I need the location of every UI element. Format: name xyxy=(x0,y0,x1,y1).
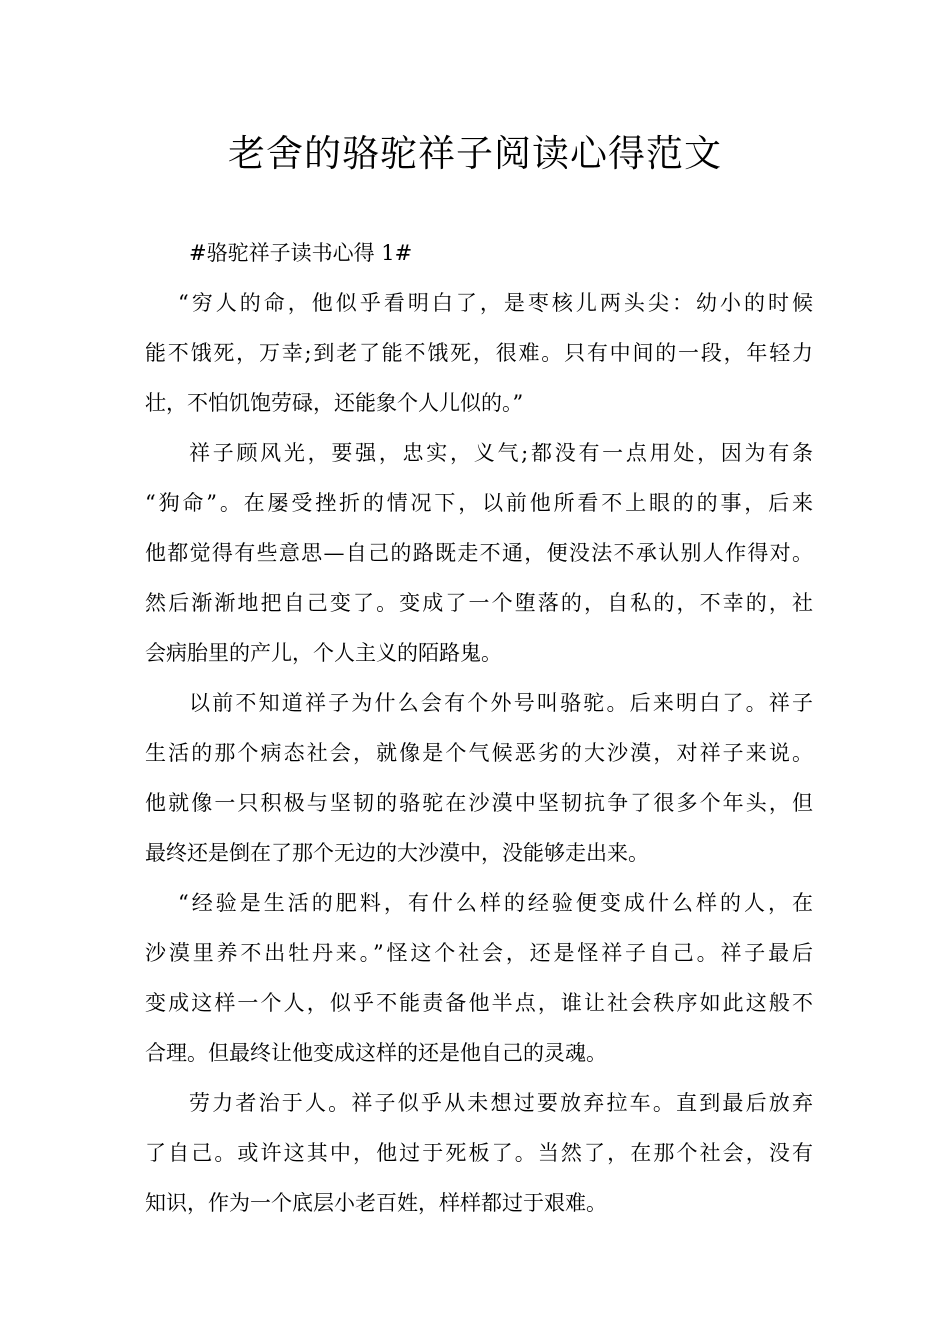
paragraph-line: 了自己。或许这其中，他过于死板了。当然了，在那个社会，没有 xyxy=(145,1141,813,1165)
paragraph-line: 祥子顾风光，要强，忠实，义气;都没有一点用处，因为有条 xyxy=(189,441,813,465)
paragraph-3 xyxy=(145,678,813,878)
paragraph-line: “经验是生活的肥料，有什么样的经验便变成什么样的人，在 xyxy=(178,891,813,915)
paragraph-line: 合理。但最终让他变成这样的还是他自己的灵魂。 xyxy=(145,1041,607,1065)
paragraph-line: 壮，不怕饥饱劳碌，还能象个人儿似的。” xyxy=(145,391,524,415)
paragraph-1 xyxy=(145,278,813,428)
section-heading: #骆驼祥子读书心得 1# xyxy=(189,241,413,265)
paragraph-line: 会病胎里的产儿，个人主义的陌路鬼。 xyxy=(145,641,502,665)
paragraph-line: “穷人的命，他似乎看明白了，是枣核儿两头尖：幼小的时候 xyxy=(178,291,813,315)
paragraph-line: 能不饿死，万幸;到老了能不饿死，很难。只有中间的一段，年轻力 xyxy=(145,341,813,365)
paragraph-line: 生活的那个病态社会，就像是个气候恶劣的大沙漠，对祥子来说。 xyxy=(145,741,813,765)
paragraph-line: 以前不知道祥子为什么会有个外号叫骆驼。后来明白了。祥子 xyxy=(189,691,813,715)
paragraph-line: 最终还是倒在了那个无边的大沙漠中，没能够走出来。 xyxy=(145,841,649,865)
paragraph-line: 沙漠里养不出牡丹来。”怪这个社会，还是怪祥子自己。祥子最后 xyxy=(145,941,813,965)
paragraph-line: 他就像一只积极与坚韧的骆驼在沙漠中坚韧抗争了很多个年头，但 xyxy=(145,791,813,815)
document-title: 老舍的骆驼祥子阅读心得范文 xyxy=(228,132,722,175)
paragraph-2 xyxy=(145,428,813,678)
paragraph-line: 劳力者治于人。祥子似乎从未想过要放弃拉车。直到最后放弃 xyxy=(189,1091,813,1115)
document-body xyxy=(145,228,813,1228)
paragraph-4 xyxy=(145,878,813,1078)
paragraph-line: 然后渐渐地把自己变了。变成了一个堕落的，自私的，不幸的，社 xyxy=(145,591,813,615)
paragraph-5 xyxy=(145,1078,813,1228)
paragraph-line: “狗命”。在屡受挫折的情况下，以前他所看不上眼的的事，后来 xyxy=(145,491,813,515)
paragraph-line: 变成这样一个人，似乎不能责备他半点，谁让社会秩序如此这般不 xyxy=(145,991,813,1015)
paragraph-line: 知识，作为一个底层小老百姓，样样都过于艰难。 xyxy=(145,1191,607,1215)
paragraph-line: 他都觉得有些意思—自己的路既走不通，便没法不承认别人作得对。 xyxy=(145,541,813,565)
